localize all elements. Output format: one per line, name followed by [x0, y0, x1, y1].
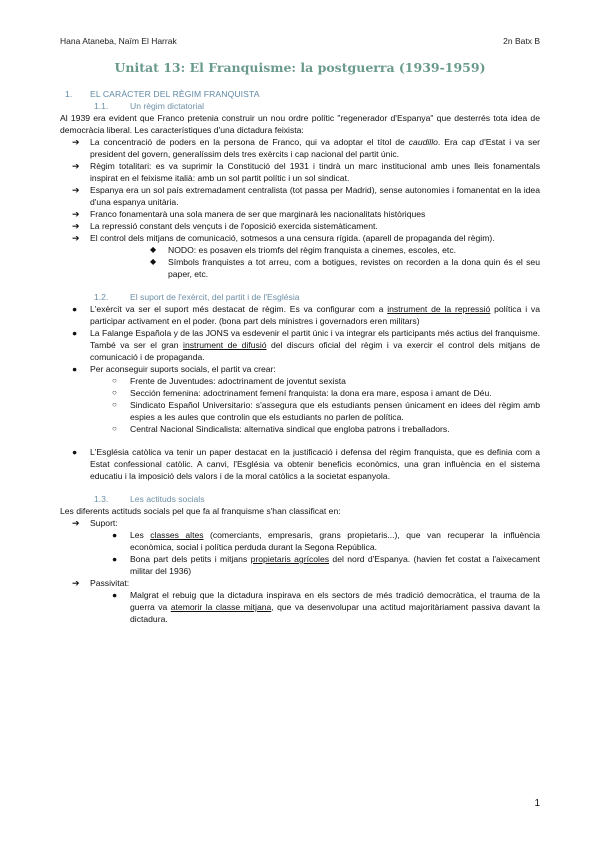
document-title: Unitat 13: El Franquisme: la postguerra (1939-1959)	[114, 60, 486, 75]
list-text: Franco fonamentarà una sola manera de ser que marginarà les nacionalitats històriques	[90, 209, 426, 219]
list-text: (comerciants, empresaris, grans propietaris...), que van recuperar la influència econòmica, social i política perduda durant la Segona República.	[130, 530, 540, 552]
intro-paragraph: Al 1939 era evident que Franco pretenia construir un nou ordre polític "regenerador d'Espanya" que desterrés tota idea de democràcia liberal. Les característiques d'una dictadura feixista:	[60, 113, 540, 135]
list-text: Suport:	[90, 518, 118, 528]
list-item	[60, 363, 540, 375]
subsection-title: Les actituds socials	[130, 494, 205, 504]
header-course: 2n Batx B	[503, 36, 540, 46]
sub-list-item	[60, 387, 540, 399]
list-text: Sindicato Español Universitario: s'assegura que els estudiants pensen únicament en idees del règim amb espies a les aules que controlin que els estudiants no parlen de política.	[130, 400, 540, 422]
sub-list-item	[60, 529, 540, 553]
circle-bullet-icon: ○	[112, 400, 117, 409]
underlined-text: classes altes	[150, 530, 204, 540]
circle-bullet-icon: ○	[112, 388, 117, 397]
list-item	[60, 327, 540, 363]
list-text: La repressió constant dels vençuts i de l'oposició exercida sistemàticament.	[90, 221, 378, 231]
sub-list-item	[60, 244, 540, 256]
document-body	[60, 88, 540, 625]
subsection-heading-1-3	[60, 493, 540, 505]
list-text: Frente de Juventudes: adoctrinament de joventut sexista	[130, 376, 346, 386]
section-title: EL CARÀCTER DEL RÈGIM FRANQUISTA	[90, 89, 260, 99]
header-authors: Hana Ataneba, Naïm El Harrak	[60, 36, 177, 46]
list-text: Sección femenina: adoctrinament femení franquista: la dona era mare, esposa i amant de Déu.	[130, 388, 492, 398]
list-item	[60, 517, 540, 529]
list-text: del discurs oficial del règim i va exercir el control dels mitjans de comunicació i de propaganda.	[90, 340, 541, 362]
arrow-icon: ➔	[72, 161, 80, 171]
arrow-icon: ➔	[72, 578, 80, 588]
arrow-icon: ➔	[72, 137, 80, 147]
diamond-bullet-icon: ◆	[150, 245, 157, 254]
list-item	[60, 303, 540, 327]
sub-list-item	[60, 399, 540, 423]
list-text: L'Església catòlica va tenir un paper destacat en la justificació i defensa del règim franquista, que es definia com a Estat confessional catòlic. A canvi, l'Església va obtenir beneficis econòmics, una gran influència en el sistema educatiu i la imposició dels valors i de la moral catòlics a la societat espanyola.	[90, 447, 540, 481]
sub-list-item	[60, 256, 540, 280]
sub-list-item	[60, 375, 540, 387]
subsection-number: 1.2.	[94, 292, 109, 302]
subsection-title: Un règim dictatorial	[130, 101, 205, 111]
bullet-icon: ●	[112, 530, 118, 540]
bullet-icon: ●	[72, 447, 78, 457]
list-text: La Falange Española y de las JONS va esdevenir el partit únic i va integrar els participants més actius del franquisme. També va ser el gran	[90, 328, 540, 350]
underlined-text: instrument de la repressió	[387, 304, 491, 314]
arrow-icon: ➔	[72, 185, 80, 195]
list-item	[60, 232, 540, 244]
list-item	[60, 136, 540, 160]
list-text: Malgrat el rebuig que la dictadura inspirava en els sectors de més tradició democràtica, el trauma de la guerra va	[130, 590, 540, 612]
sub-list-item	[60, 423, 540, 435]
bullet-icon: ●	[72, 304, 78, 314]
list-text: Les	[130, 530, 151, 540]
arrow-icon: ➔	[72, 221, 80, 231]
subsection-title: El suport de l'exèrcit, del partit i de l'Església	[130, 292, 300, 302]
arrow-icon: ➔	[72, 233, 80, 243]
list-text: NODO: es posaven els triomfs del règim franquista a cinemes, escoles, etc.	[168, 245, 457, 255]
list-text: , que va desenvolupar una actitud majoritàriament passiva davant la dictadura.	[130, 602, 540, 624]
bullet-icon: ●	[112, 590, 118, 600]
section-number: 1.	[65, 89, 73, 99]
list-item	[60, 220, 540, 232]
list-item	[60, 160, 540, 184]
emphasis-text: caudillo	[408, 137, 438, 147]
circle-bullet-icon: ○	[112, 424, 117, 433]
list-item	[60, 446, 540, 482]
arrow-icon: ➔	[72, 518, 80, 528]
diamond-bullet-icon: ◆	[150, 257, 157, 266]
list-text: del nord d'Espanya. (havien fet costat a l'aixecament militar del 1936)	[130, 554, 540, 576]
subsection-heading-1-1	[60, 100, 540, 112]
page-number: 1	[534, 798, 540, 809]
list-item	[60, 184, 540, 208]
arrow-icon: ➔	[72, 209, 80, 219]
sub-list-item	[60, 553, 540, 577]
list-text: . Era cap d'Estat i va ser president del govern, generalíssim dels tres exèrcits i cap nacional del partit únic.	[90, 137, 540, 159]
list-text: L'exèrcit va ser el suport més destacat de règim. Es va configurar com a	[90, 304, 388, 314]
subsection-heading-1-2	[60, 291, 540, 303]
underlined-text: propietaris agrícoles	[250, 554, 330, 564]
circle-bullet-icon: ○	[112, 376, 117, 385]
underlined-text: atemorir la classe mitjana	[170, 602, 272, 612]
list-text: política i va participar activament en el poder. (bona part dels ministres i governadors eren militars)	[90, 304, 540, 326]
list-item	[60, 208, 540, 220]
subsection-number: 1.1.	[94, 101, 109, 111]
list-item	[60, 577, 540, 589]
sub-list-item	[60, 589, 540, 625]
list-text: La concentració de poders en la persona de Franco, qui va adoptar el títol de	[90, 137, 409, 147]
intro-paragraph: Les diferents actituds socials pel que fa al franquisme s'han classificat en:	[60, 506, 341, 516]
list-text: Per aconseguir suports socials, el partit va crear:	[90, 364, 276, 374]
underlined-text: instrument de difusió	[183, 340, 267, 350]
list-text: Central Nacional Sindicalista: alternativa sindical que engloba patrons i treballadors.	[130, 424, 450, 434]
list-text: Bona part dels petits i mitjans	[130, 554, 251, 564]
list-text: Símbols franquistes a tot arreu, com a botigues, revistes on recorden a la dona quin és el seu paper, etc.	[168, 257, 540, 279]
bullet-icon: ●	[112, 554, 118, 564]
bullet-icon: ●	[72, 328, 78, 338]
list-text: El control dels mitjans de comunicació, sotmesos a una censura rígida. (aparell de propaganda del règim).	[90, 233, 495, 243]
list-text: Espanya era un sol país extremadament centralista (tot passa per Madrid), sense autonomies i fomanentat en la idea d'una espanya unitària.	[90, 185, 540, 207]
subsection-number: 1.3.	[94, 494, 109, 504]
bullet-icon: ●	[72, 364, 78, 374]
list-text: Passivitat:	[90, 578, 130, 588]
list-text: Règim totalitari: es va suprimir la Constitució del 1931 i tindrà un marc institucional amb unes lleis fonamentals inspirat en el feixisme italià: amb un sol partit polític i un sol sindicat.	[90, 161, 540, 183]
section-heading-1	[60, 88, 540, 100]
